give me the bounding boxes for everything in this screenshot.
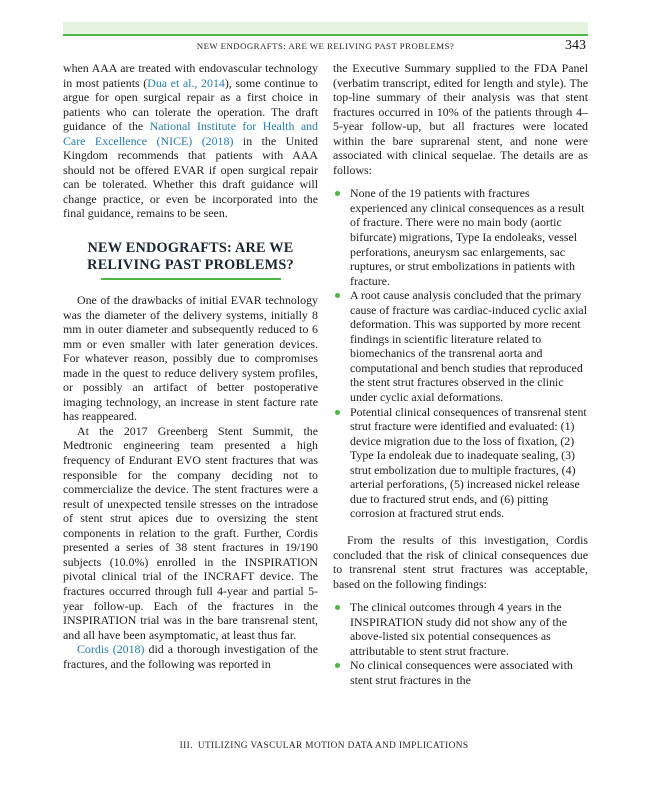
text-segment: did a thorough investigation of the fractures, and the following was reported in: [63, 642, 318, 671]
paragraph: From the results of this investigation, Cordis concluded that the risk of clinical consequences due to transrenal stent strut fractures was acceptable, based on the following findings:: [333, 532, 588, 591]
list-item: Potential clinical consequences of transrenal stent strut fracture were identified and evaluated: (1) device migration due to the loss of fixation, (2) Type Ia endoleak due to inadequate sealing, (3) strut embolization due to multiple fractures, (4) arterial perforations, (5) increased nickel release due to fractured strut ends, and (6) pitting corrosion at fractured strut ends.: [333, 405, 588, 521]
conclusions-bullet-list: [333, 600, 588, 687]
list-item: A root cause analysis concluded that the primary cause of fracture was cardiac-induced cyclic axial deformation. This was supported by more recent findings in scientific literature related to biomechanics of the transrenal aorta and computational and bench studies that reproduced the stent strut fractures observed in the clinic under cyclic axial deformations.: [333, 288, 588, 404]
right-column: [333, 61, 588, 687]
list-item: No clinical consequences were associated with stent strut fractures in the: [333, 658, 588, 687]
running-head: NEW ENDOGRAFTS: ARE WE RELIVING PAST PROBLEMS?: [196, 41, 455, 51]
text-segment: when AAA are treated with endovascular technology in most patients (: [63, 61, 318, 90]
paragraph: [63, 61, 318, 221]
left-column: [63, 61, 318, 687]
page-top-rule: [63, 22, 588, 36]
citation-link[interactable]: Dua et al., 2014: [147, 75, 225, 90]
paragraph: the Executive Summary supplied to the FDA Panel (verbatim transcript, edited for length and style). The top-line summary of their analysis was that stent fractures occurred in 10% of the patients through 4–5-year follow-up, but all fractures were located within the bare suprarenal stent, and none were associated with clinical sequelae. The details are as follows:: [333, 61, 588, 177]
two-column-body: [63, 61, 588, 687]
section-footer: III. UTILIZING VASCULAR MOTION DATA AND IMPLICATIONS: [179, 741, 469, 751]
paragraph: At the 2017 Greenberg Stent Summit, the Medtronic engineering team presented a high frequency of Endurant EVO stent fractures that was responsible for the company deciding not to commercialize the device. The stent fractures were a result of unexpected tensile stresses on the intradose of stent strut apices due to oversizing the stent components in relation to the graft. Further, Cordis presented a series of 38 stent fractures in 19/190 subjects (10.0%) enrolled in the INSPIRATION pivotal clinical trial of the INCRAFT device. The fractures occurred through full 4-year and partial 5-year follow-up. Each of the fractures in the INSPIRATION trial was in the bare transrenal stent, and all have been asymptomatic, at least thus far.: [63, 423, 318, 642]
findings-bullet-list: [333, 186, 588, 521]
paragraph: One of the drawbacks of initial EVAR technology was the diameter of the delivery systems, initially 8 mm in outer diameter and subsequently reduced to 6 mm or even smaller with later generation devices. For whatever reason, possibly due to compromises made in the quest to reduce delivery system profiles, or possibly an artifact of better postoperative imaging technology, an increase in stent facture rate has reappeared.: [63, 293, 318, 424]
citation-link[interactable]: National Institute for Health and Care Excellence (NICE) (2018): [63, 119, 318, 148]
text-segment: in the United Kingdom recommends that patients with AAA should not be offered EVAR if open surgical repair can be tolerated. Whether this draft guidance will change practice, or even be incorporated into the final guidance, remains to be seen.: [63, 133, 318, 221]
paragraph: [63, 642, 318, 671]
text-segment: ), some continue to argue for open surgical repair as a first choice in patients who can tolerate the operation. The draft guidance of the: [63, 75, 318, 134]
citation-link[interactable]: Cordis (2018): [77, 642, 145, 657]
page-number: 343: [565, 38, 586, 53]
heading-underline: [101, 278, 281, 280]
running-head-row: [63, 38, 588, 59]
section-heading: NEW ENDOGRAFTS: ARE WE RELIVING PAST PROBLEMS?: [87, 240, 294, 273]
list-item: None of the 19 patients with fractures experienced any clinical consequences as a result of fracture. There were no main body (aortic bifurcate) migrations, Type Ia endoleaks, vessel perforations, aneurysm sac enlargements, sac ruptures, or strut embolizations in patients with fracture.: [333, 186, 588, 288]
list-item: The clinical outcomes through 4 years in the INSPIRATION study did not show any of the above-listed six potential consequences as attributable to stent strut fracture.: [333, 600, 588, 658]
